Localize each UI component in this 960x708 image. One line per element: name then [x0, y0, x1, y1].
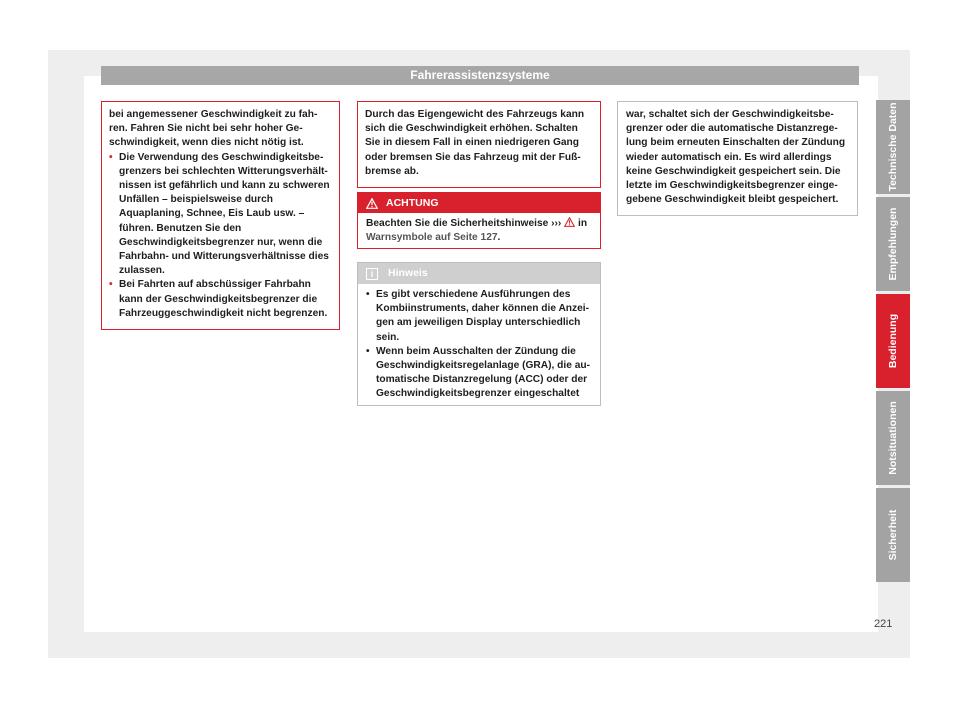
- warning-intro-text: bei angemessener Geschwindigkeit zu fah-ren. Fahren Sie nicht bei sehr hoher Ge-schwindigkeit, wenn dies nicht nötig ist.: [109, 109, 318, 149]
- achtung-title: ACHTUNG: [386, 197, 439, 209]
- bullet-text: Die Verwendung des Geschwindigkeitsbe-grenzers bei schlechten Witterungsverhält-nissen ist gefährlich und kann zu schweren Unfällen – beispielsweise durch Aquaplaning, Schnee, Eis Laub usw. – führen. Benutzen Sie den Geschwindigkeitsbegrenzer nur, wenn die Fahrbahn- und Witterungsverhältnisse dies zulassen.: [119, 151, 330, 277]
- hinweis-continuation-text: war, schaltet sich der Geschwindigkeitsbe-grenzer oder die automatische Distanzrege-lung beim erneuten Einschalten der Zündung wieder automatisch ein. Es wird allerdings keine Geschwindigkeit gespeichert sein. Die letzte im Geschwindigkeitsbegrenzer einge-gebene Geschwindigkeit bleibt gespeichert.: [626, 109, 846, 206]
- bullet-text: Es gibt verschiedene Ausführungen des Kombiinstruments, daher können die Anzei-gen am jeweiligen Display unterschiedlich sein.: [376, 289, 590, 343]
- tab-label: Bedienung: [887, 313, 899, 369]
- achtung-text-in: in: [578, 218, 588, 229]
- hinweis-continuation-box: [617, 101, 858, 216]
- hinweis-header: [358, 263, 600, 284]
- hinweis-title: Hinweis: [388, 267, 428, 279]
- achtung-text: Beachten Sie die Sicherheitshinweise ›››: [366, 218, 562, 229]
- bullet-text: Wenn beim Ausschalten der Zündung die Geschwindigkeitsregelanlage (GRA), die au-tomatische Distanzregelung (ACC) oder der Geschwindigkeitsbegrenzer eingeschaltet: [376, 345, 590, 400]
- info-icon: i: [366, 268, 378, 280]
- tab-label: Sicherheit: [887, 509, 899, 561]
- list-item: [366, 345, 592, 402]
- achtung-body: [358, 213, 600, 245]
- warning-text: Durch das Eigengewicht des Fahrzeugs kann sich die Geschwindigkeit erhöhen. Schalten Sie in diesem Fall in einen niedrigeren Gang oder bremsen Sie das Fahrzeug mit der Fuß-bremse ab.: [365, 109, 585, 177]
- tab-empfehlungen[interactable]: [876, 197, 910, 291]
- tab-bedienung[interactable]: [876, 294, 910, 388]
- achtung-header: [358, 193, 600, 213]
- bullet-icon: •: [366, 345, 370, 357]
- warning-triangle-icon: [564, 217, 575, 227]
- warning-triangle-icon: [366, 198, 378, 209]
- page-number: 221: [874, 618, 893, 630]
- tab-technische-daten[interactable]: [876, 100, 910, 194]
- bullet-icon: •: [366, 289, 370, 300]
- list-item: [366, 288, 592, 345]
- bullet-icon: •: [109, 151, 113, 163]
- tab-label: Notsituationen: [887, 401, 899, 475]
- hinweis-body: [358, 284, 600, 402]
- list-item: [109, 278, 333, 321]
- achtung-box: [357, 192, 601, 249]
- list-item: [109, 151, 333, 279]
- hinweis-box: [357, 262, 601, 406]
- bullet-text: Bei Fahrten auf abschüssiger Fahrbahn kann der Geschwindigkeitsbegrenzer die Fahrzeuggeschwindigkeit nicht begrenzen.: [119, 279, 328, 319]
- tab-label: Empfehlungen: [887, 207, 899, 281]
- bullet-icon: •: [109, 279, 113, 291]
- tab-notsituationen[interactable]: [876, 391, 910, 485]
- page-reference-link[interactable]: Warnsymbole auf Seite 127: [366, 232, 498, 243]
- tab-sicherheit[interactable]: [876, 488, 910, 582]
- tab-label: Technische Daten: [887, 102, 899, 192]
- warning-continuation-box: [101, 101, 340, 330]
- section-header: Fahrerassistenzsysteme: [101, 66, 859, 85]
- warning-text-box: [357, 101, 601, 188]
- achtung-text-end: .: [497, 232, 501, 243]
